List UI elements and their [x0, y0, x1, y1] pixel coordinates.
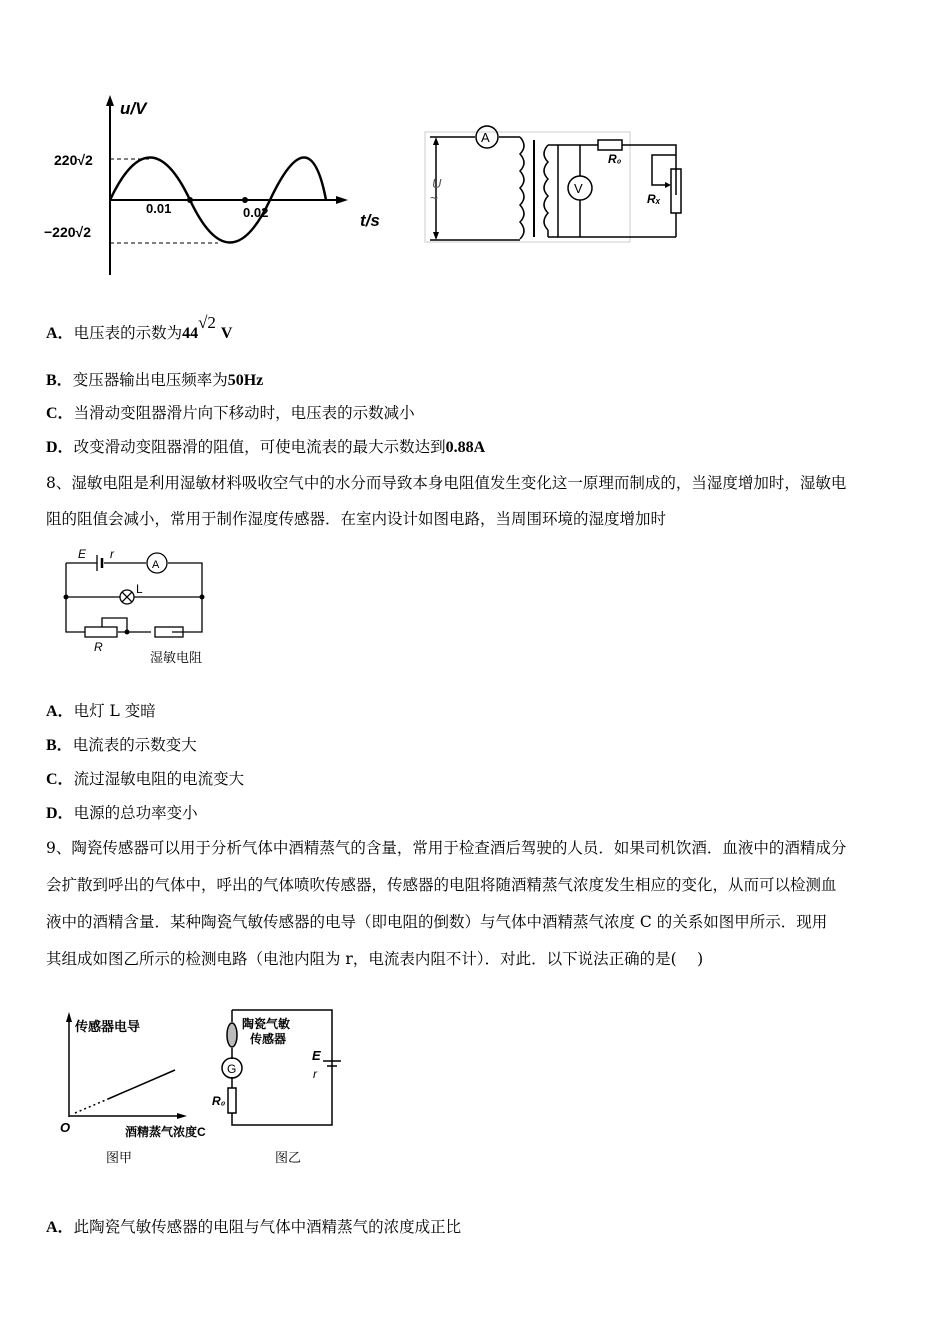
option-text: 流过湿敏电阻的电流变大 — [73, 770, 245, 788]
sqrt-2: √2 — [198, 313, 216, 332]
q8-option-b[interactable] — [46, 735, 197, 756]
option-value: 50Hz — [227, 372, 264, 389]
y-min-label: −220√2 — [44, 224, 92, 240]
q9-stem-line1: 9、陶瓷传感器可以用于分析气体中酒精蒸气的含量，常用于检查酒后驾驶的人员．如果司机饮酒．血液中的酒精成分 — [46, 839, 847, 857]
q7-option-d[interactable] — [46, 437, 485, 458]
q7-option-a[interactable] — [46, 313, 233, 344]
galvanometer-label: G — [227, 1062, 237, 1076]
x-axis-label: t/s — [360, 211, 380, 230]
transformer-circuit — [420, 125, 700, 255]
q9-stem-line4: 其组成如图乙所示的检测电路（电池内阻为 r，电流表内阻不计）．对此．以下说法正确的是( ) — [46, 950, 704, 968]
q9-stem-line3: 液中的酒精含量．某种陶瓷气敏传感器的电导（即电阻的倒数）与气体中酒精蒸气浓度 C 的关系如图甲所示．现用 — [46, 913, 828, 931]
unit: V — [220, 325, 233, 342]
q7-option-b[interactable] — [46, 370, 263, 391]
humidity-sensor-label: 湿敏电阻 — [150, 650, 203, 665]
option-letter: C． — [46, 771, 74, 788]
option-letter: D． — [46, 805, 74, 822]
source-label: U — [432, 176, 442, 191]
option-text: 电流表的示数变大 — [72, 736, 197, 754]
option-text: 电压表的示数为 — [73, 324, 183, 342]
q9-option-a[interactable] — [46, 1217, 461, 1238]
lamp-label: L — [136, 582, 143, 596]
ammeter-label: A — [481, 130, 490, 145]
option-text: 此陶瓷气敏传感器的电阻与气体中酒精蒸气的浓度成正比 — [73, 1218, 462, 1236]
q8-option-c[interactable] — [46, 769, 244, 790]
option-text: 当滑动变阻器滑片向下移动时，电压表的示数减小 — [73, 404, 415, 422]
q7-option-c[interactable] — [46, 403, 415, 424]
y-axis-label: 传感器电导 — [75, 1019, 141, 1034]
option-text: 改变滑动变阻器滑的阻值，可使电流表的最大示数达到 — [73, 438, 446, 456]
r0-label: R₀ — [212, 1094, 226, 1108]
option-letter: A． — [46, 1219, 74, 1236]
q8-option-d[interactable] — [46, 803, 198, 824]
option-value: 44 — [182, 325, 199, 342]
emf-label: E — [78, 547, 87, 561]
voltmeter-label: V — [574, 181, 583, 196]
emf-label: E — [312, 1048, 321, 1063]
option-text: 电源的总功率变小 — [73, 804, 198, 822]
option-value: 0.88A — [445, 439, 486, 456]
y-axis-label: u/V — [120, 99, 147, 118]
rheostat-label: R — [94, 640, 103, 654]
option-letter: A． — [46, 325, 74, 342]
conductance-graph-and-circuit — [40, 990, 370, 1170]
sensor-label-line1: 陶瓷气敏 — [242, 1017, 291, 1031]
internal-resistance-label: r — [313, 1067, 317, 1081]
q9-stem-line2: 会扩散到呼出的气体中，呼出的气体喷吹传感器，传感器的电阻将随酒精蒸气浓度发生相应的变化，从而可以检测血 — [46, 876, 837, 894]
q8-stem-line1: 8、湿敏电阻是利用湿敏材料吸收空气中的水分而导致本身电阻值发生变化这一原理而制成的，当湿度增加时，湿敏电 — [46, 474, 847, 492]
q8-option-a[interactable] — [46, 701, 156, 722]
voltage-time-graph — [40, 90, 400, 290]
figure-b-caption: 图乙 — [275, 1150, 302, 1165]
option-text: 变压器输出电压频率为 — [72, 371, 228, 389]
humidity-circuit — [50, 540, 230, 670]
option-letter: B． — [46, 737, 73, 754]
tick-0.02: 0.02 — [243, 205, 269, 220]
option-letter: A． — [46, 703, 74, 720]
rx-label: Rₓ — [647, 192, 661, 206]
sensor-label-line2: 传感器 — [250, 1032, 287, 1046]
option-letter: B． — [46, 372, 73, 389]
figure-a-caption: 图甲 — [106, 1150, 133, 1165]
y-max-label: 220√2 — [54, 152, 93, 168]
option-letter: D． — [46, 439, 74, 456]
x-axis-label: 酒精蒸气浓度C — [125, 1125, 206, 1139]
internal-resistance-label: r — [110, 547, 114, 561]
ammeter-label: A — [152, 559, 160, 571]
option-text: 电灯 L 变暗 — [73, 702, 156, 720]
ac-symbol: ~ — [430, 190, 439, 206]
r0-label: R₀ — [608, 152, 622, 166]
origin-label: O — [60, 1120, 71, 1135]
q8-stem-line2: 阻的阻值会减小，常用于制作湿度传感器．在室内设计如图电路，当周围环境的湿度增加时 — [46, 510, 667, 528]
option-letter: C． — [46, 405, 74, 422]
tick-0.01: 0.01 — [146, 201, 172, 216]
